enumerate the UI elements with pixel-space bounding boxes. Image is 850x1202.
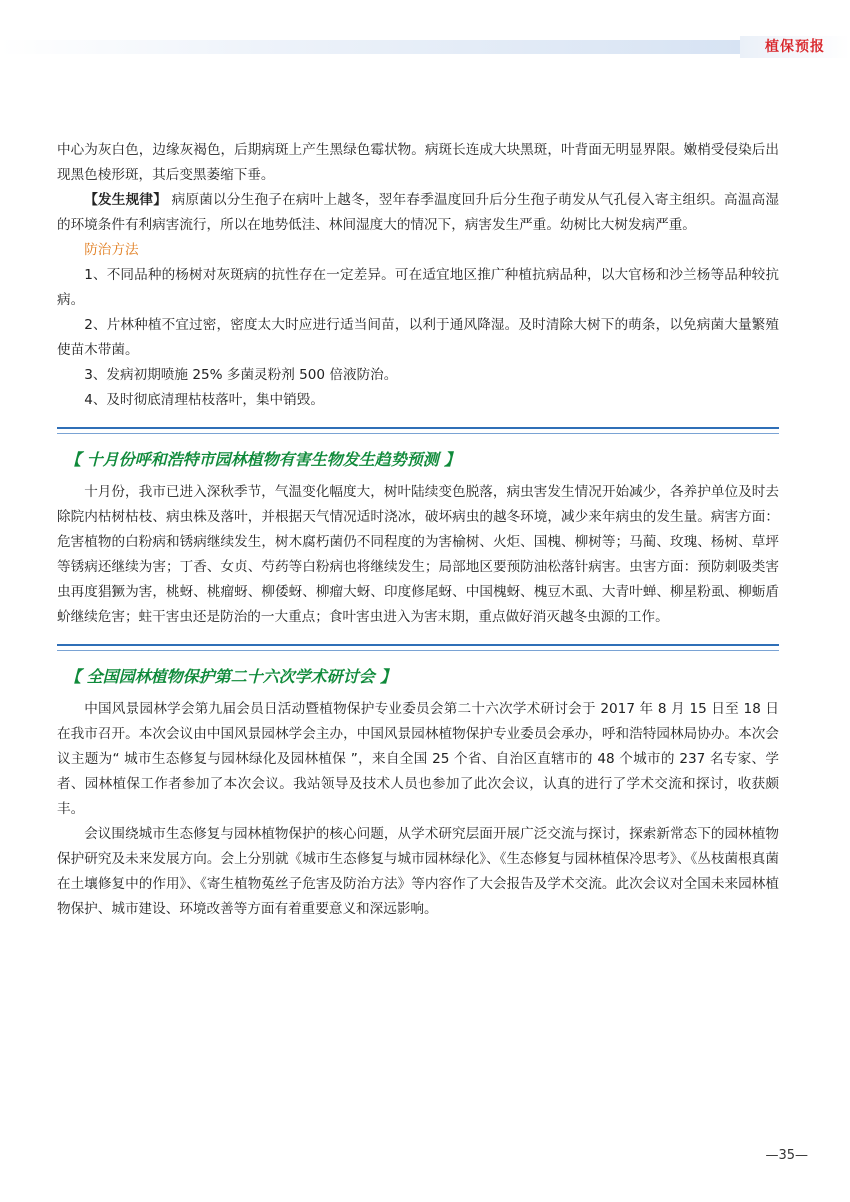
page-content [57, 138, 779, 922]
control-method-4: 4、及时彻底清理枯枝落叶，集中销毁。 [84, 392, 324, 408]
section1-title: 【 十月份呼和浩特市园林植物有害生物发生趋势预测 】 [65, 450, 461, 469]
occurrence-rule-text: 病原菌以分生孢子在病叶上越冬，翌年春季温度回升后分生孢子萌发从气孔侵入寄主组织。高温高湿的环境条件有利病害流行，所以在地势低洼、林间湿度大的情况下，病害发生严重。幼树比大树发病严重。 [57, 192, 780, 233]
section-divider [57, 644, 779, 651]
section1-paragraph: 十月份，我市已进入深秋季节，气温变化幅度大，树叶陆续变色脱落，病虫害发生情况开始减少，各养护单位及时去除院内枯树枯枝、病虫株及落叶，并根据天气情况适时浇冰，破坏病虫的越冬环境，减少来年病虫的发生量。病害方面：危害植物的白粉病和锈病继续发生，树木腐朽菌仍不同程度的为害榆树、火炬、国槐、柳树等；马蔺、玫瑰、杨树、草坪等锈病还继续为害；丁香、女贞、芍药等白粉病也将继续发生；局部地区要预防油松落针病害。虫害方面：预防刺吸类害虫再度猖獗为害，桃蚜、桃瘤蚜、柳倭蚜、柳瘤大蚜、印度修尾蚜、中国槐蚜、槐豆木虱、大青叶蝉、柳星粉虱、柳蛎盾蚧继续危害；蛀干害虫还是防治的一大重点；食叶害虫进入为害末期，重点做好消灭越冬虫源的工作。 [57, 484, 779, 625]
section2-title: 【 全国园林植物保护第二十六次学术研讨会 】 [65, 667, 397, 686]
occurrence-rule-paragraph [57, 188, 779, 238]
page-number: —35— [765, 1148, 808, 1163]
occurrence-rule-label: 【发生规律】 [84, 192, 168, 208]
intro-paragraph: 中心为灰白色，边缘灰褐色，后期病斑上产生黑绿色霉状物。病斑长连成大块黑斑，叶背面无明显界限。嫩梢受侵染后出现黑色棱形斑，其后变黑萎缩下垂。 [57, 142, 779, 183]
section2-paragraph-1: 中国风景园林学会第九届会员日活动暨植物保护专业委员会第二十六次学术研讨会于 2017 年 8 月 15 日至 18 日在我市召开。本次会议由中国风景园林学会主办，中国风景园林植物保护专业委员会承办，呼和浩特园林局协办。本次会议主题为“ 城市生态修复与园林绿化及园林植保 ”，来自全国 25 个省、自治区直辖市的 48 个城市的 237 名专家、学者、园林植保工作者参加了本次会议。我站领导及技术人员也参加了此次会议，认真的进行了学术交流和探讨，收获颇丰。 [57, 701, 779, 817]
header-section-label: 植保预报 [740, 36, 850, 58]
control-method-3: 3、发病初期喷施 25% 多菌灵粉剂 500 倍液防治。 [84, 367, 398, 383]
control-method-1: 1、不同品种的杨树对灰斑病的抗性存在一定差异。可在适宜地区推广种植抗病品种，以大官杨和沙兰杨等品种较抗病。 [57, 267, 779, 308]
control-method-2: 2、片林种植不宜过密，密度太大时应进行适当间苗，以利于通风降湿。及时清除大树下的萌条，以免病菌大量繁殖使苗木带菌。 [57, 317, 779, 358]
section-divider [57, 427, 779, 434]
control-methods-title: 防治方法 [84, 242, 139, 258]
section2-paragraph-2: 会议围绕城市生态修复与园林植物保护的核心问题，从学术研究层面开展广泛交流与探讨，探索新常态下的园林植物保护研究及未来发展方向。会上分别就《城市生态修复与城市园林绿化》、《生态修复与园林植保冷思考》、《丛枝菌根真菌在土壤修复中的作用》、《寄生植物菟丝子危害及防治方法》等内容作了大会报告及学术交流。此次会议对全国未来园林植物保护、城市建设、环境改善等方面有着重要意义和深远影响。 [57, 826, 779, 917]
header-band [0, 40, 740, 54]
